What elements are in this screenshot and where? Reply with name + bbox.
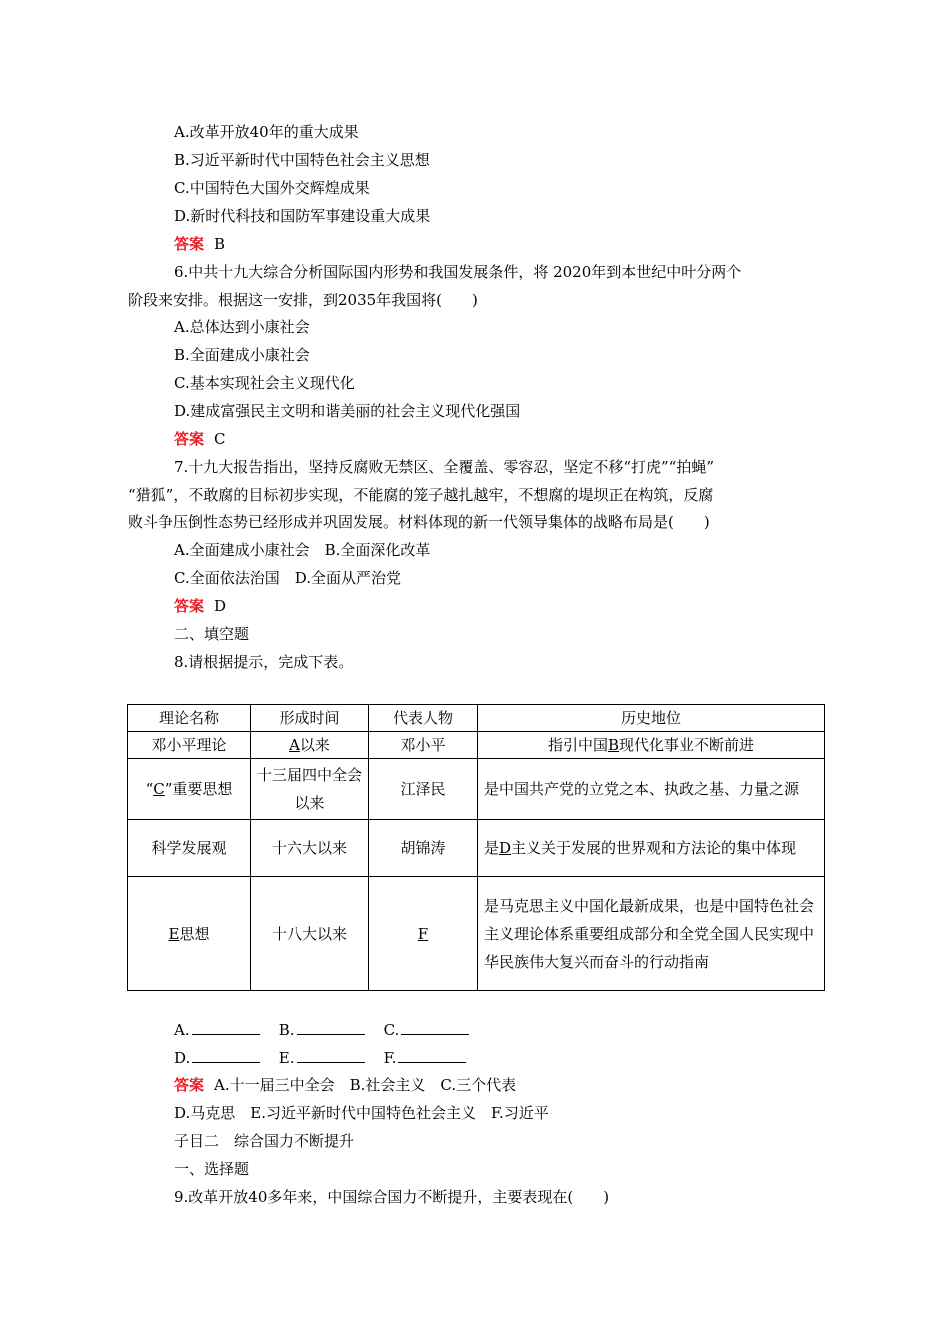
q5-option-d: D.新时代科技和国防军事建设重大成果: [174, 207, 431, 225]
blank-f: [384, 1048, 484, 1068]
q6-answer: [174, 429, 226, 449]
q7-options-line1: A.全面建成小康社会 B.全面深化改革: [174, 541, 431, 559]
table-header-row: [128, 705, 825, 732]
q8-stem: 8.请根据提示，完成下表。: [174, 653, 354, 671]
historical-status: 是中国共产党的立党之本、执政之基、力量之源: [478, 759, 825, 820]
blank-line: [192, 1020, 260, 1035]
answer-value: C: [214, 430, 226, 448]
blank-label: A.: [174, 1021, 190, 1039]
header-historical-status: 历史地位: [478, 705, 825, 732]
blank-line: [297, 1048, 365, 1063]
header-theory-name: 理论名称: [128, 705, 251, 732]
blank-e: [279, 1048, 379, 1068]
blank-mark: A: [289, 736, 300, 754]
q8-answer-line2: D.马克思 E.习近平新时代中国特色社会主义 F.习近平: [174, 1104, 549, 1122]
theory-name: [128, 877, 251, 991]
blank-b: [279, 1020, 379, 1040]
historical-status: 是马克思主义中国化最新成果，也是中国特色社会主义理论体系重要组成部分和全党全国人民实现中华民族伟大复兴而奋斗的行动指南: [478, 877, 825, 991]
representative: [369, 877, 478, 991]
section-choice-heading: 一、选择题: [174, 1160, 250, 1178]
name-text: ”重要思想: [164, 780, 233, 798]
q6-option-a: A.总体达到小康社会: [174, 318, 310, 336]
table-row: [128, 732, 825, 759]
status-text: 现代化事业不断前进: [619, 736, 755, 754]
blank-mark: C: [153, 780, 165, 798]
formation-time: [251, 732, 369, 759]
answer-value: D: [214, 597, 227, 615]
status-text: 主义关于发展的世界观和方法论的集中体现: [511, 839, 797, 857]
header-representative: 代表人物: [369, 705, 478, 732]
blank-mark: B: [607, 736, 620, 754]
q7-stem-line1: 7.十九大报告指出，坚持反腐败无禁区、全覆盖、零容忍，坚定不移“打虎”“拍蝇”: [174, 458, 714, 476]
table-row: [128, 820, 825, 877]
answer-label: 答案: [174, 430, 205, 448]
formation-time: 十三届四中全会以来: [251, 759, 369, 820]
blank-label: C.: [383, 1021, 400, 1039]
q5-answer: [174, 234, 225, 254]
answer-label: 答案: [174, 235, 205, 253]
table-row: [128, 759, 825, 820]
q9-stem: 9.改革开放40多年来，中国综合国力不断提升，主要表现在( ): [174, 1188, 610, 1206]
table-row: [128, 877, 825, 991]
q5-option-a: A.改革开放40年的重大成果: [174, 123, 359, 141]
q6-stem-line1: 6.中共十九大综合分析国际国内形势和我国发展条件，将 2020年到本世纪中叶分两个: [174, 263, 742, 281]
status-text: 指引中国: [547, 736, 608, 754]
blank-mark: F: [417, 924, 429, 943]
blanks-row-1: [174, 1020, 484, 1040]
blank-line: [297, 1020, 365, 1035]
name-text: “: [145, 780, 154, 798]
theory-table: [127, 704, 825, 991]
blank-mark: E: [168, 924, 180, 943]
theory-name: 科学发展观: [128, 820, 251, 877]
q5-option-b: B.习近平新时代中国特色社会主义思想: [174, 151, 430, 169]
answer-label: 答案: [174, 597, 205, 615]
formation-time: 十八大以来: [251, 877, 369, 991]
section-fill-in-heading: 二、填空题: [174, 625, 250, 643]
subsection-title: 子目二 综合国力不断提升: [174, 1132, 355, 1150]
q5-option-c: C.中国特色大国外交辉煌成果: [174, 179, 370, 197]
theory-name: [128, 759, 251, 820]
historical-status: [478, 820, 825, 877]
blank-c: [384, 1020, 484, 1040]
answer-label: 答案: [174, 1076, 205, 1094]
blank-label: B.: [278, 1021, 295, 1039]
blank-label: D.: [174, 1049, 191, 1067]
blanks-row-2: [174, 1048, 484, 1068]
answer-value: A.十一届三中全会 B.社会主义 C.三个代表: [214, 1076, 517, 1094]
q6-stem-line2: 阶段来安排。根据这一安排，到2035年我国将( ): [128, 291, 478, 309]
q6-option-d: D.建成富强民主文明和谐美丽的社会主义现代化强国: [174, 402, 521, 420]
q8-answer: [174, 1075, 516, 1095]
answer-value: B: [214, 235, 226, 253]
representative: 邓小平: [369, 732, 478, 759]
q6-option-b: B.全面建成小康社会: [174, 346, 310, 364]
name-text: 思想: [179, 924, 210, 943]
blank-label: E.: [278, 1049, 295, 1067]
q6-option-c: C.基本实现社会主义现代化: [174, 374, 355, 392]
blank-label: F.: [383, 1049, 397, 1067]
blank-d: [174, 1048, 274, 1068]
q7-answer: [174, 596, 226, 616]
historical-status: [478, 732, 825, 759]
representative: 江泽民: [369, 759, 478, 820]
blank-mark: D: [499, 839, 512, 857]
blank-line: [401, 1020, 469, 1035]
time-text: 以来: [299, 736, 330, 754]
header-formation-time: 形成时间: [251, 705, 369, 732]
q7-options-line2: C.全面依法治国 D.全面从严治党: [174, 569, 401, 587]
status-text: 是: [484, 839, 500, 857]
formation-time: 十六大以来: [251, 820, 369, 877]
blank-line: [398, 1048, 466, 1063]
representative: 胡锦涛: [369, 820, 478, 877]
theory-name: 邓小平理论: [128, 732, 251, 759]
blank-line: [192, 1048, 260, 1063]
q7-stem-line3: 败斗争压倒性态势已经形成并巩固发展。材料体现的新一代领导集体的战略布局是( ): [128, 513, 710, 531]
blank-a: [174, 1020, 274, 1040]
q7-stem-line2: “猎狐”，不敢腐的目标初步实现，不能腐的笼子越扎越牢，不想腐的堤坝正在构筑，反腐: [128, 486, 714, 504]
